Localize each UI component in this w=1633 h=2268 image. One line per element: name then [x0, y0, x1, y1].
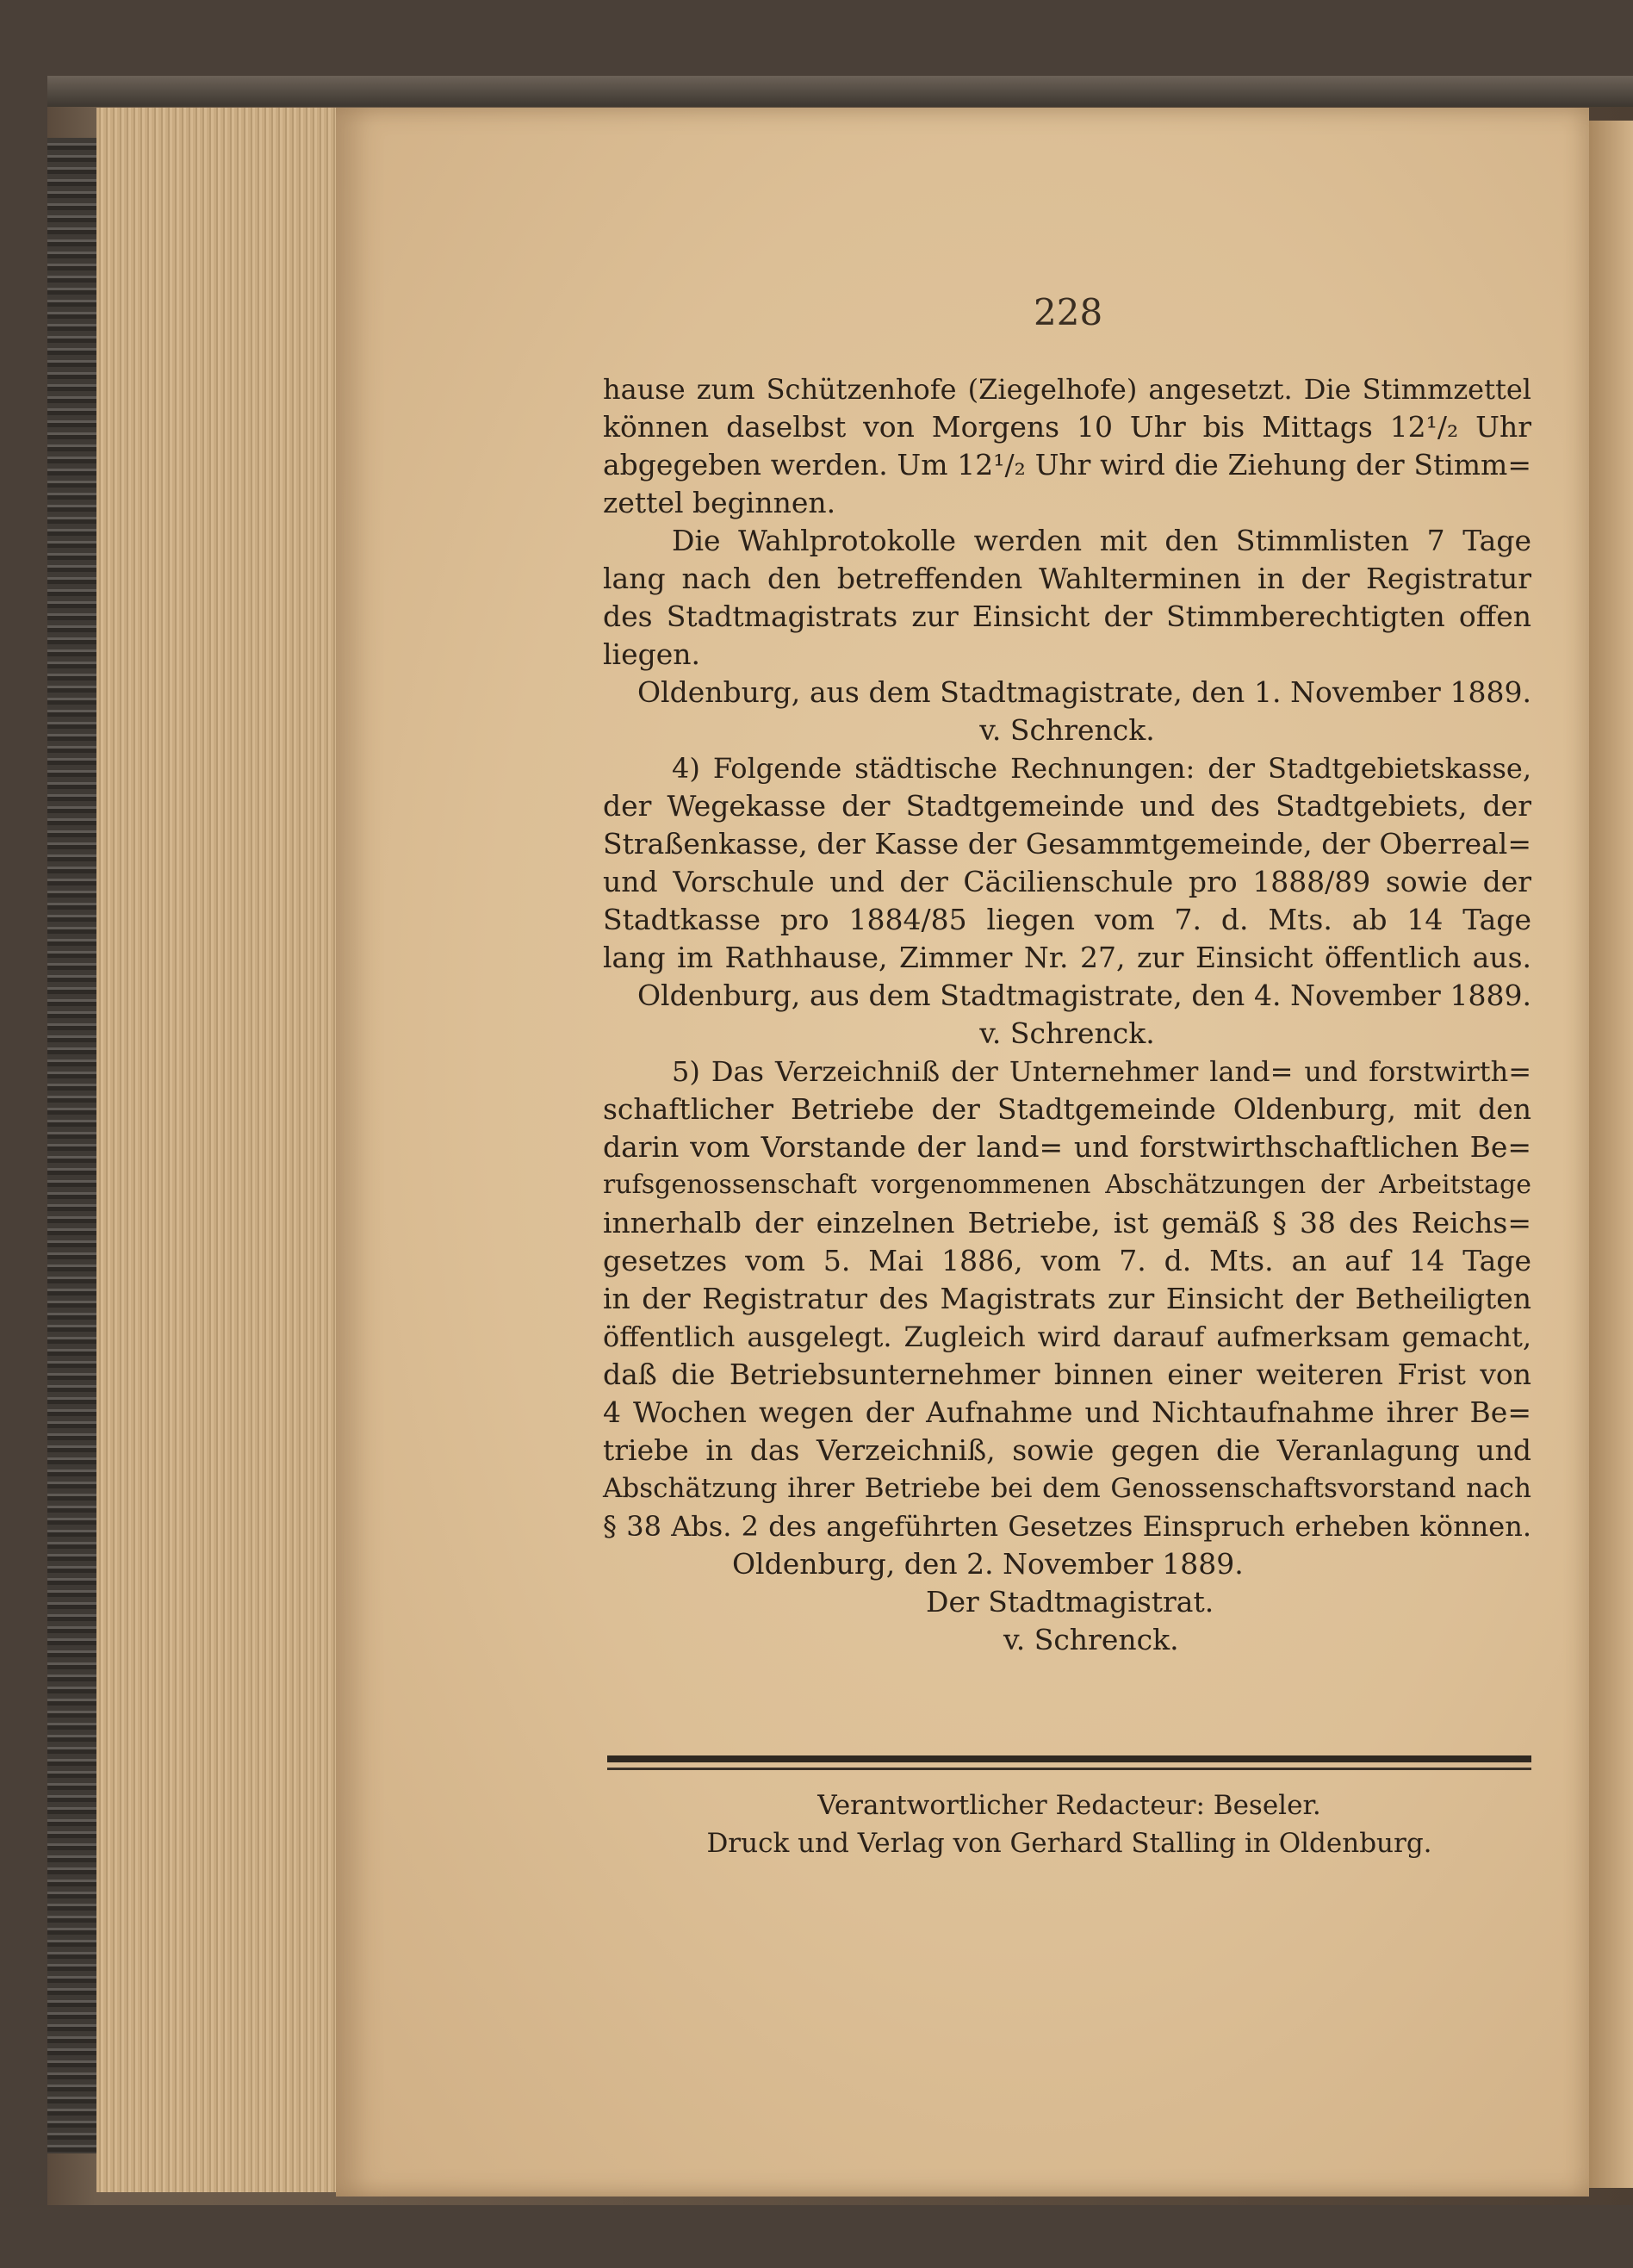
- printer-credit: Druck und Verlag von Gerhard Stalling in Oldenburg.: [706, 1828, 1432, 1859]
- body-line: Straßenkasse, der Kasse der Gesammtgemeinde, der Oberreal=: [603, 827, 1531, 861]
- editor-credit: Verantwortlicher Redacteur: Beseler.: [817, 1790, 1321, 1821]
- body-line: hause zum Schützenhofe (Ziegelhofe) angesetzt. Die Stimmzettel: [603, 373, 1531, 406]
- signature-authority: Der Stadtmagistrat.: [926, 1585, 1214, 1619]
- dateline: Oldenburg, den 2. November 1889.: [732, 1547, 1244, 1581]
- body-line: Stadtkasse pro 1884/85 liegen vom 7. d. Mts. ab 14 Tage: [603, 903, 1531, 936]
- body-line: gesetzes vom 5. Mai 1886, vom 7. d. Mts. an auf 14 Tage: [603, 1244, 1531, 1277]
- body-line: innerhalb der einzelnen Betriebe, ist gemäß § 38 des Reichs=: [603, 1206, 1531, 1240]
- signature: v. Schrenck.: [1003, 1623, 1179, 1656]
- body-line: abgegeben werden. Um 12¹/₂ Uhr wird die Ziehung der Stimm=: [603, 448, 1531, 482]
- page-stack-edges: [96, 108, 346, 2192]
- cover-top-edge: [47, 76, 1633, 107]
- body-line: darin vom Vorstande der land= und forstwirthschaftlichen Be=: [603, 1130, 1531, 1164]
- book-spine: [47, 138, 103, 2153]
- body-line: 4 Wochen wegen der Aufnahme und Nichtaufnahme ihrer Be=: [603, 1395, 1531, 1429]
- body-line: daß die Betriebsunternehmer binnen einer weiteren Frist von: [603, 1358, 1531, 1391]
- body-line: Die Wahlprotokolle werden mit den Stimmlisten 7 Tage: [672, 524, 1531, 557]
- body-line: zettel beginnen.: [603, 486, 836, 519]
- signature: v. Schrenck.: [979, 713, 1155, 747]
- body-line: § 38 Abs. 2 des angeführten Gesetzes Einspruch erheben können.: [603, 1510, 1531, 1543]
- body-line: öffentlich ausgelegt. Zugleich wird darauf aufmerksam gemacht,: [603, 1320, 1531, 1353]
- facing-page-edge: [1589, 121, 1633, 2188]
- body-line: Abschätzung ihrer Betriebe bei dem Genossenschaftsvorstand nach: [603, 1473, 1531, 1504]
- body-line: schaftlicher Betriebe der Stadtgemeinde Oldenburg, mit den: [603, 1092, 1531, 1126]
- body-line: lang nach den betreffenden Wahlterminen in der Registratur: [603, 562, 1531, 595]
- body-line: triebe in das Verzeichniß, sowie gegen die Veranlagung und: [603, 1433, 1531, 1467]
- body-line: können daselbst von Morgens 10 Uhr bis Mittags 12¹/₂ Uhr: [603, 410, 1531, 444]
- body-line: in der Registratur des Magistrats zur Einsicht der Betheiligten: [603, 1282, 1531, 1315]
- body-line: der Wegekasse der Stadtgemeinde und des Stadtgebiets, der: [603, 789, 1531, 823]
- footer-rule-thick: [607, 1755, 1531, 1762]
- footer-rule-thin: [607, 1768, 1531, 1770]
- signature: v. Schrenck.: [979, 1016, 1155, 1050]
- dateline: Oldenburg, aus dem Stadtmagistrate, den 1. November 1889.: [637, 675, 1531, 709]
- body-line: des Stadtmagistrats zur Einsicht der Stimmberechtigten offen: [603, 600, 1531, 633]
- body-line: lang im Rathhause, Zimmer Nr. 27, zur Einsicht öffentlich aus.: [603, 941, 1531, 974]
- body-line: 5) Das Verzeichniß der Unternehmer land= und forstwirth=: [672, 1055, 1531, 1088]
- body-line: 4) Folgende städtische Rechnungen: der Stadtgebietskasse,: [672, 752, 1531, 785]
- dateline: Oldenburg, aus dem Stadtmagistrate, den 4. November 1889.: [637, 979, 1531, 1012]
- page-number: 228: [1034, 291, 1103, 333]
- body-line: liegen.: [603, 637, 701, 671]
- body-line: rufsgenossenschaft vorgenommenen Abschätzungen der Arbeitstage: [603, 1170, 1531, 1200]
- body-line: und Vorschule und der Cäcilienschule pro 1888/89 sowie der: [603, 865, 1531, 898]
